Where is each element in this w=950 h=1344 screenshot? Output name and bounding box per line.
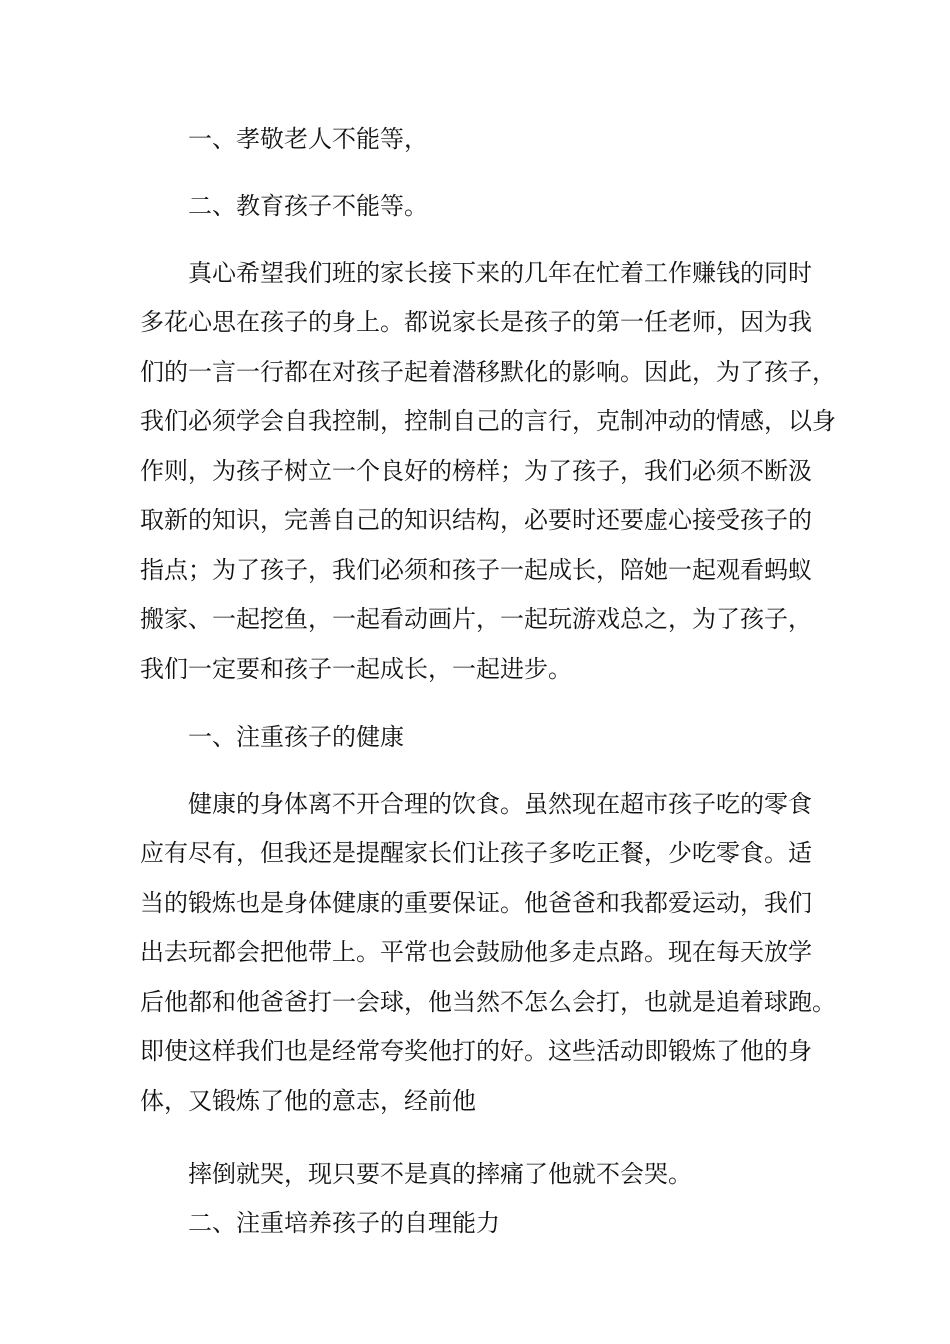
paragraph-1-line-2: 多花心思在孩子的身上。都说家长是孩子的第一任老师，因为我	[140, 308, 812, 336]
paragraph-2-line-3: 当的锻炼也是身体健康的重要保证。他爸爸和我都爱运动，我们	[140, 889, 812, 917]
paragraph-2-line-1: 健康的身体离不开合理的饮食。虽然现在超市孩子吃的零食	[188, 790, 812, 818]
paragraph-2-line-6: 即使这样我们也是经常夸奖他打的好。这些活动即锻炼了他的身	[140, 1037, 812, 1065]
paragraph-2-line-7: 体，又锻炼了他的意志，经前他	[140, 1087, 476, 1115]
paragraph-2-line-2: 应有尽有，但我还是提醒家长们让孩子多吃正餐，少吃零食。适	[140, 839, 812, 867]
paragraph-1-line-4: 我们必须学会自我控制，控制自己的言行，克制冲动的情感，以身	[140, 407, 836, 435]
paragraph-1-line-5: 作则，为孩子树立一个良好的榜样；为了孩子，我们必须不断汲	[140, 457, 812, 485]
paragraph-1-line-7: 指点；为了孩子，我们必须和孩子一起成长，陪她一起观看蚂蚁	[140, 556, 812, 584]
paragraph-1-line-6: 取新的知识，完善自己的知识结构，必要时还要虚心接受孩子的	[140, 506, 812, 534]
paragraph-1-line-9: 我们一定要和孩子一起成长，一起进步。	[140, 655, 572, 683]
section-heading-self-care: 二、注重培养孩子的自理能力	[188, 1209, 500, 1237]
paragraph-2-line-5: 后他都和他爸爸打一会球，他当然不怎么会打，也就是追着球跑。	[140, 988, 836, 1016]
heading-line-2: 二、教育孩子不能等。	[188, 192, 428, 220]
paragraph-1-line-3: 们的一言一行都在对孩子起着潜移默化的影响。因此，为了孩子，	[140, 358, 836, 386]
heading-line-1: 一、孝敬老人不能等，	[188, 125, 428, 153]
paragraph-3-line-1: 摔倒就哭，现只要不是真的摔痛了他就不会哭。	[188, 1160, 692, 1188]
paragraph-1-line-1: 真心希望我们班的家长接下来的几年在忙着工作赚钱的同时	[188, 259, 812, 287]
paragraph-2-line-4: 出去玩都会把他带上。平常也会鼓励他多走点路。现在每天放学	[140, 938, 812, 966]
section-heading-health: 一、注重孩子的健康	[188, 723, 404, 751]
paragraph-1-line-8: 搬家、一起挖鱼，一起看动画片，一起玩游戏总之，为了孩子，	[140, 605, 812, 633]
